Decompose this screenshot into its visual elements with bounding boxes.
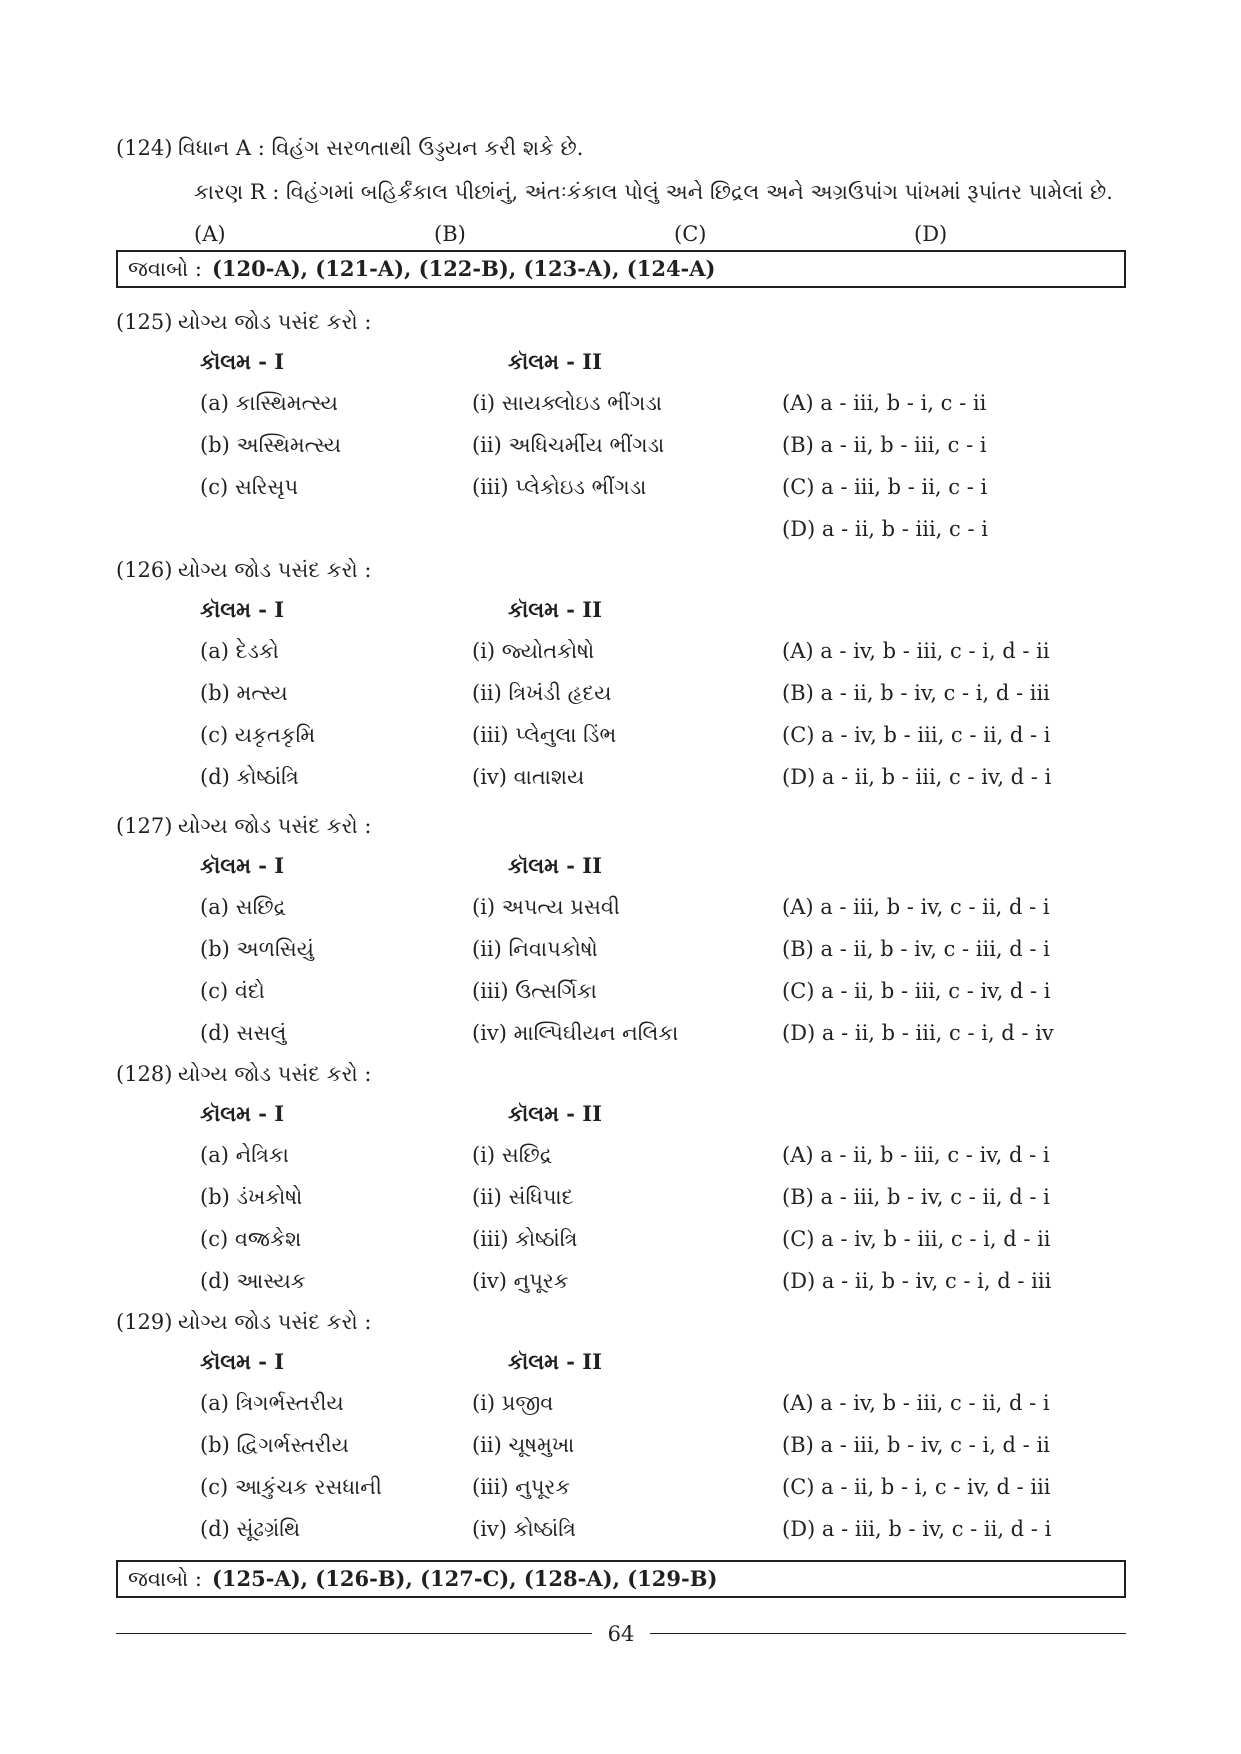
answer-option: (C) a - ii, b - iii, c - iv, d - i xyxy=(782,979,1051,1003)
answer-option: (A) a - iv, b - iii, c - ii, d - i xyxy=(782,1391,1050,1415)
answer-option: (A) a - iii, b - i, c - ii xyxy=(782,391,987,415)
question-prompt: યોગ્ય જોડ પસંદ કરો : xyxy=(178,1062,372,1086)
col1-item: (c) સરિસૃપ xyxy=(200,475,299,499)
question-number: (128) xyxy=(116,1062,173,1086)
col1-item: (b) ડંખકોષો xyxy=(200,1185,303,1209)
col1-item: (a) નેત્રિકા xyxy=(200,1143,289,1167)
question-number: (125) xyxy=(116,310,173,334)
answer-option: (D) a - ii, b - iii, c - iv, d - i xyxy=(782,765,1052,789)
answer-option: (D) a - ii, b - iv, c - i, d - iii xyxy=(782,1269,1052,1293)
answer-label: જવાબો : xyxy=(128,1567,202,1591)
col2-item: (iii) નુપૂરક xyxy=(472,1475,571,1499)
col1-item: (d) સૂંઢગ્રંથિ xyxy=(200,1517,301,1541)
col1-item: (c) વજ્રકેશ xyxy=(200,1227,302,1251)
page-footer xyxy=(116,1614,1126,1654)
column-1-heading: કૉલમ - I xyxy=(200,597,285,622)
answer-option: (C) a - iv, b - iii, c - ii, d - i xyxy=(782,723,1051,747)
col2-item: (ii) નિવાપકોષો xyxy=(472,937,598,961)
answer-option: (D) a - ii, b - iii, c - i, d - iv xyxy=(782,1021,1054,1045)
col1-item: (a) ત્રિગર્ભસ્તરીય xyxy=(200,1391,344,1415)
question-126 xyxy=(116,550,1126,798)
question-prompt: યોગ્ય જોડ પસંદ કરો : xyxy=(178,814,372,838)
footer-rule-right xyxy=(650,1633,1126,1634)
match-row xyxy=(116,1382,1126,1424)
option-a: (A) xyxy=(194,222,226,246)
column-1-heading: કૉલમ - I xyxy=(200,853,285,878)
col2-item: (iii) પ્લેકોઇડ ભીંગડા xyxy=(472,475,647,499)
col1-item: (a) દેડકો xyxy=(200,639,279,663)
match-row xyxy=(116,1466,1126,1508)
col2-item: (iii) કોષ્ઠાંત્રિ xyxy=(472,1227,578,1251)
match-row xyxy=(116,508,1126,550)
answer-option: (A) a - ii, b - iii, c - iv, d - i xyxy=(782,1143,1050,1167)
question-prompt: યોગ્ય જોડ પસંદ કરો : xyxy=(178,558,372,582)
answer-box xyxy=(116,1560,1126,1598)
question-number: (127) xyxy=(116,814,173,838)
col1-item: (b) મત્સ્ય xyxy=(200,681,288,705)
match-row xyxy=(116,1260,1126,1302)
match-row xyxy=(116,928,1126,970)
answer-option: (A) a - iv, b - iii, c - i, d - ii xyxy=(782,639,1050,663)
reason-r: કારણ R : વિહંગમાં બહિર્કંકાલ પીછાંનું, અંતઃકંકાલ પોલું અને છિદ્રલ અને અગ્રઉપાંગ પાંખમાં રૂપાંતર પામેલાં છે. xyxy=(194,180,1113,204)
col1-item: (a) કાસ્થિમત્સ્ય xyxy=(200,391,338,415)
col2-item: (i) જ્યોતકોષો xyxy=(472,639,595,663)
col2-item: (i) સછિદ્ર xyxy=(472,1143,553,1167)
match-row xyxy=(116,714,1126,756)
match-row xyxy=(116,1012,1126,1054)
question-prompt: યોગ્ય જોડ પસંદ કરો : xyxy=(178,310,372,334)
match-row xyxy=(116,1218,1126,1260)
col2-item: (iv) નુપૂરક xyxy=(472,1269,569,1293)
question-129 xyxy=(116,1302,1126,1550)
match-row xyxy=(116,1134,1126,1176)
column-2-heading: કૉલમ - II xyxy=(508,1101,602,1126)
col2-item: (ii) સંધિપાદ xyxy=(472,1185,574,1209)
options-row xyxy=(116,214,1126,254)
match-row xyxy=(116,466,1126,508)
col1-item: (d) આસ્યક xyxy=(200,1269,306,1293)
question-number: (126) xyxy=(116,558,173,582)
answer-label: જવાબો : xyxy=(128,257,202,281)
answer-values: (125-A), (126-B), (127-C), (128-A), (129-B) xyxy=(211,1566,718,1591)
answer-option: (C) a - ii, b - i, c - iv, d - iii xyxy=(782,1475,1051,1499)
match-row xyxy=(116,424,1126,466)
col2-item: (iii) ઉત્સર્ગિકા xyxy=(472,979,597,1003)
col2-item: (ii) ત્રિખંડી હૃદય xyxy=(472,681,612,705)
match-row xyxy=(116,756,1126,798)
col2-item: (ii) અધિચર્મીય ભીંગડા xyxy=(472,433,665,457)
answer-option: (B) a - ii, b - iv, c - iii, d - i xyxy=(782,937,1050,961)
column-2-heading: કૉલમ - II xyxy=(508,597,602,622)
footer-rule-left xyxy=(116,1633,592,1634)
option-c: (C) xyxy=(674,222,707,246)
col2-item: (iii) પ્લેનુલા ડિંભ xyxy=(472,723,617,747)
col1-item: (c) આકુંચક રસધાની xyxy=(200,1475,382,1499)
page-number: 64 xyxy=(607,1622,635,1646)
match-row xyxy=(116,630,1126,672)
question-125 xyxy=(116,302,1126,550)
col1-item: (b) અળસિયું xyxy=(200,937,314,961)
match-row xyxy=(116,970,1126,1012)
col2-item: (i) સાયક્લોઇડ ભીંગડા xyxy=(472,391,663,415)
answer-option: (B) a - ii, b - iv, c - i, d - iii xyxy=(782,681,1050,705)
col2-item: (ii) ચૂષમુખા xyxy=(472,1433,575,1457)
column-1-heading: કૉલમ - I xyxy=(200,349,285,374)
column-2-heading: કૉલમ - II xyxy=(508,853,602,878)
question-number: (124) xyxy=(116,136,173,160)
column-1-heading: કૉલમ - I xyxy=(200,1349,285,1374)
option-b: (B) xyxy=(434,222,466,246)
answer-box xyxy=(116,250,1126,288)
answer-option: (C) a - iv, b - iii, c - i, d - ii xyxy=(782,1227,1051,1251)
col2-item: (i) પ્રજીવ xyxy=(472,1391,554,1415)
answer-option: (D) a - ii, b - iii, c - i xyxy=(782,517,988,541)
col1-item: (d) કોષ્ઠાંત્રિ xyxy=(200,765,299,789)
question-prompt: યોગ્ય જોડ પસંદ કરો : xyxy=(178,1310,372,1334)
question-124 xyxy=(116,126,1126,254)
match-row xyxy=(116,1176,1126,1218)
question-127 xyxy=(116,806,1126,1054)
column-2-heading: કૉલમ - II xyxy=(508,1349,602,1374)
statement-a: વિધાન A : વિહંગ સરળતાથી ઉડ્ડયન કરી શકે છે. xyxy=(178,136,584,160)
match-row xyxy=(116,382,1126,424)
question-128 xyxy=(116,1054,1126,1302)
answer-option: (C) a - iii, b - ii, c - i xyxy=(782,475,988,499)
col2-item: (iv) માલ્પિઘીયન નલિકા xyxy=(472,1021,679,1045)
answer-option: (B) a - iii, b - iv, c - ii, d - i xyxy=(782,1185,1050,1209)
col1-item: (d) સસલું xyxy=(200,1021,287,1045)
option-d: (D) xyxy=(914,222,948,246)
answer-option: (B) a - iii, b - iv, c - i, d - ii xyxy=(782,1433,1050,1457)
column-2-heading: કૉલમ - II xyxy=(508,349,602,374)
col1-item: (c) વંદો xyxy=(200,979,265,1003)
col2-item: (iv) કોષ્ઠાંત્રિ xyxy=(472,1517,576,1541)
match-row xyxy=(116,886,1126,928)
col1-item: (b) દ્વિગર્ભસ્તરીય xyxy=(200,1433,349,1457)
match-row xyxy=(116,1508,1126,1550)
answer-option: (B) a - ii, b - iii, c - i xyxy=(782,433,987,457)
column-1-heading: કૉલમ - I xyxy=(200,1101,285,1126)
col1-item: (b) અસ્થિમત્સ્ય xyxy=(200,433,342,457)
answer-option: (A) a - iii, b - iv, c - ii, d - i xyxy=(782,895,1050,919)
answer-values: (120-A), (121-A), (122-B), (123-A), (124-A) xyxy=(211,256,716,281)
match-row xyxy=(116,672,1126,714)
col2-item: (iv) વાતાશય xyxy=(472,765,585,789)
col1-item: (a) સછિદ્ર xyxy=(200,895,286,919)
col1-item: (c) યકૃતકૃમિ xyxy=(200,723,316,747)
match-row xyxy=(116,1424,1126,1466)
question-number: (129) xyxy=(116,1310,173,1334)
col2-item: (i) અપત્ય પ્રસવી xyxy=(472,895,620,919)
answer-option: (D) a - iii, b - iv, c - ii, d - i xyxy=(782,1517,1052,1541)
